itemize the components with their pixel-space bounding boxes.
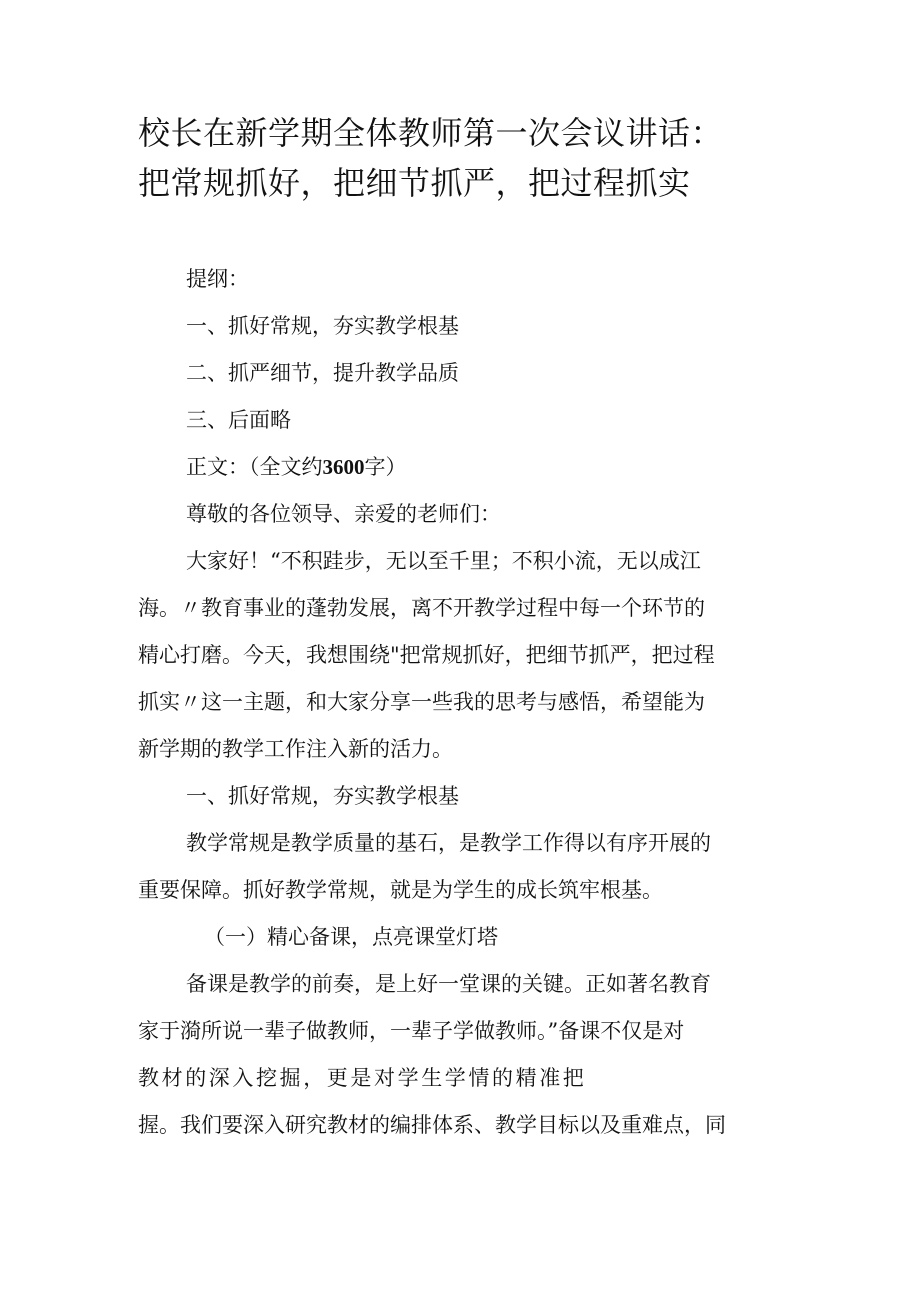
body-length-note xyxy=(138,444,780,491)
outline-item-2: 二、抓严细节，提升教学品质 xyxy=(186,361,459,385)
outline-item-1: 一、抓好常规，夯实教学根基 xyxy=(186,314,459,338)
outline-item-3: 三、后面略 xyxy=(186,408,291,432)
para3-line-2: 家于漪所说一辈子做教师，一辈子学做教师。”备课不仅是对 xyxy=(138,1019,685,1043)
document-title xyxy=(138,108,838,208)
document-body xyxy=(138,256,780,1149)
length-note-suffix: 字） xyxy=(364,455,407,479)
para1-line-3: 精心打磨。今天，我想围绕"把常规抓好，把细节抓严，把过程 xyxy=(138,643,715,667)
title-line-1: 校长在新学期全体教师第一次会议讲话： xyxy=(138,114,724,152)
para2-line-1: 教学常规是教学质量的基石，是教学工作得以有序开展的 xyxy=(186,831,711,855)
para3-line-3: 教材的深入挖掘，更是对学生学情的精准把 xyxy=(138,1066,587,1090)
length-note-prefix: 正文：（全文约 xyxy=(186,455,323,479)
para1-line-5: 新学期的教学工作注入新的活力。 xyxy=(138,737,453,761)
para2-line-2: 重要保障。抓好教学常规，就是为学生的成长筑牢根基。 xyxy=(138,878,663,902)
para1-line-1: 大家好！“不积跬步，无以至千里；不积小流，无以成江 xyxy=(186,549,701,573)
greeting: 尊敬的各位领导、亲爱的老师们： xyxy=(186,502,501,526)
para3-line-1: 备课是教学的前奏，是上好一堂课的关键。正如著名教育 xyxy=(186,972,711,996)
para1-line-2: 海。〃教育事业的蓬勃发展，离不开教学过程中每一个环节的 xyxy=(138,596,705,620)
subsection-1-heading: （一）精心备课，点亮课堂灯塔 xyxy=(204,925,498,949)
section-1-heading: 一、抓好常规，夯实教学根基 xyxy=(186,784,459,808)
title-line-2: 把常规抓好，把细节抓严，把过程抓实 xyxy=(138,164,691,202)
outline-label: 提纲： xyxy=(186,267,249,291)
length-note-count: 3600 xyxy=(322,455,365,479)
para1-line-4: 抓实〃这一主题，和大家分享一些我的思考与感悟，希望能为 xyxy=(138,690,705,714)
para3-line-4: 握。我们要深入研究教材的编排体系、教学目标以及重难点，同 xyxy=(138,1113,726,1137)
